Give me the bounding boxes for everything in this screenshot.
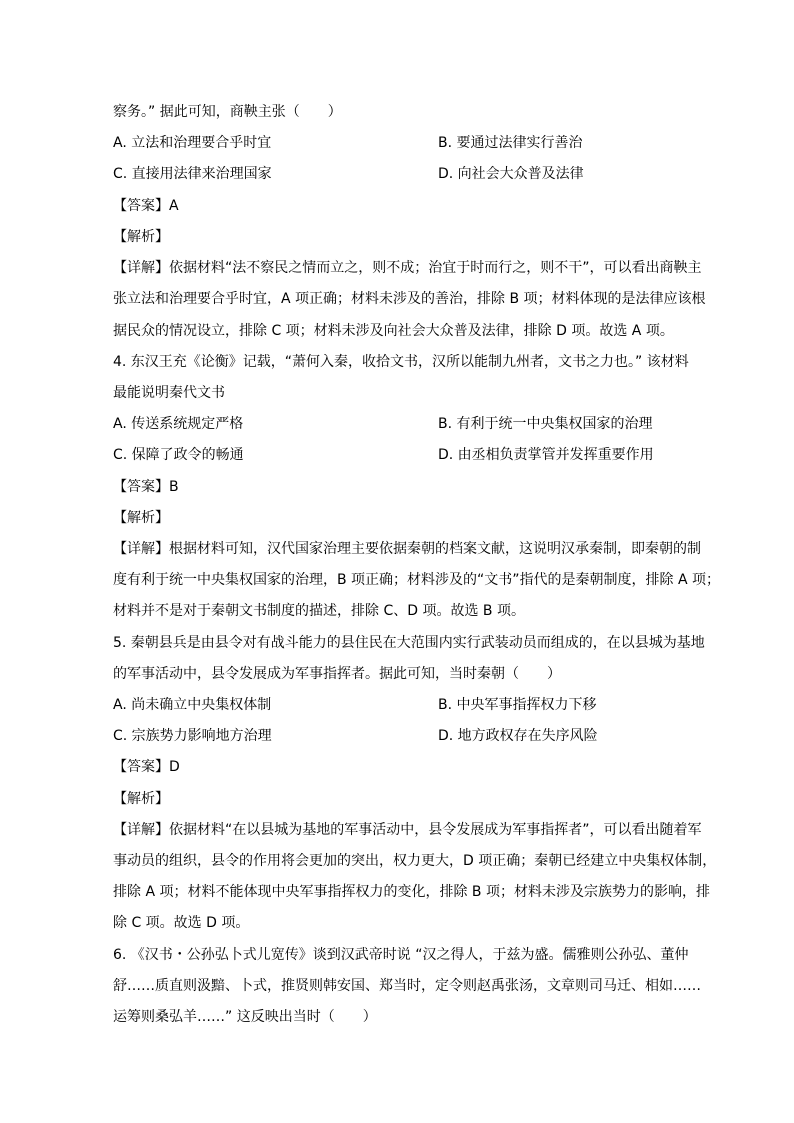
question-4-stem: 最能说明秦代文书: [113, 385, 225, 401]
q3-detail-line: 张立法和治理要合乎时宜，A 项正确；材料未涉及的善治，排除 B 项；材料体现的是法律应该根: [113, 291, 706, 307]
q5-option-c: C. 宗族势力影响地方治理: [113, 728, 272, 744]
q5-answer: 【答案】D: [113, 759, 180, 775]
q4-detail-line: 【详解】根据材料可知，汉代国家治理主要依据秦朝的档案文献，这说明汉承秦制，即秦朝的制: [113, 541, 701, 557]
q4-option-d: D. 由丞相负责掌管并发挥重要作用: [438, 447, 654, 463]
q3-option-a: A. 立法和治理要合乎时宜: [113, 135, 272, 151]
q4-answer: 【答案】B: [113, 479, 179, 495]
question-5-stem: 的军事活动中，县令发展成为军事指挥者。据此可知，当时秦朝（ ）: [113, 666, 561, 682]
q3-option-d: D. 向社会大众普及法律: [438, 166, 584, 182]
q4-detail-line: 度有利于统一中央集权国家的治理，B 项正确；材料涉及的“文书”指代的是秦朝制度，排除 A 项；: [113, 572, 721, 588]
q4-detail-line: 材料并不是对于秦朝文书制度的描述，排除 C、D 项。故选 B 项。: [113, 603, 525, 619]
question-5-stem: 5. 秦朝县兵是由县令对有战斗能力的县住民在大范围内实行武装动员而组成的，在以县城为基地: [113, 635, 705, 651]
q4-analysis-heading: 【解析】: [113, 510, 169, 526]
question-6-stem: 舒……质直则汲黯、卜式，推贤则韩安国、郑当时，定令则赵禹张汤，文章则司马迁、相如……: [113, 978, 701, 994]
q4-option-c: C. 保障了政令的畅通: [113, 447, 244, 463]
q5-option-b: B. 中央军事指挥权力下移: [438, 697, 597, 713]
question-4-stem: 4. 东汉王充《论衡》记载，“萧何入秦，收拾文书，汉所以能制九州者，文书之力也。” 该材料: [113, 354, 689, 370]
q3-detail-line: 据民众的情况设立，排除 C 项；材料未涉及向社会大众普及法律，排除 D 项。故选 A 项。: [113, 323, 674, 339]
q3-answer: 【答案】A: [113, 198, 179, 214]
q4-option-b: B. 有利于统一中央集权国家的治理: [438, 416, 653, 432]
q5-analysis-heading: 【解析】: [113, 791, 169, 807]
q5-detail-line: 除 C 项。故选 D 项。: [113, 915, 250, 931]
q3-option-c: C. 直接用法律来治理国家: [113, 166, 272, 182]
question-6-stem: 6. 《汉书・公孙弘卜式儿宽传》谈到汉武帝时说 “汉之得人，于兹为盛。儒雅则公孙弘、董仲: [113, 947, 689, 963]
q3-detail-line: 【详解】依据材料“法不察民之情而立之，则不成；治宜于时而行之，则不干”，可以看出商鞅主: [113, 260, 702, 276]
q3-analysis-heading: 【解析】: [113, 229, 169, 245]
q5-detail-line: 事动员的组织，县令的作用将会更加的突出，权力更大，D 项正确；秦朝已经建立中央集权体制，: [113, 853, 717, 869]
q3-option-b: B. 要通过法律实行善治: [438, 135, 583, 151]
q5-option-d: D. 地方政权存在失序风险: [438, 728, 598, 744]
q5-option-a: A. 尚未确立中央集权体制: [113, 697, 272, 713]
question-6-stem: 运筹则桑弘羊……” 这反映出当时（ ）: [113, 1009, 377, 1025]
q5-detail-line: 【详解】依据材料“在以县城为基地的军事活动中，县令发展成为军事指挥者”，可以看出随着军: [113, 822, 702, 838]
q5-detail-line: 排除 A 项；材料不能体现中央军事指挥权力的变化，排除 B 项；材料未涉及宗族势力的影响，排: [113, 884, 710, 900]
q4-option-a: A. 传送系统规定严格: [113, 416, 244, 432]
question-3-stem-end: 察务。” 据此可知，商鞅主张（ ）: [113, 104, 342, 120]
